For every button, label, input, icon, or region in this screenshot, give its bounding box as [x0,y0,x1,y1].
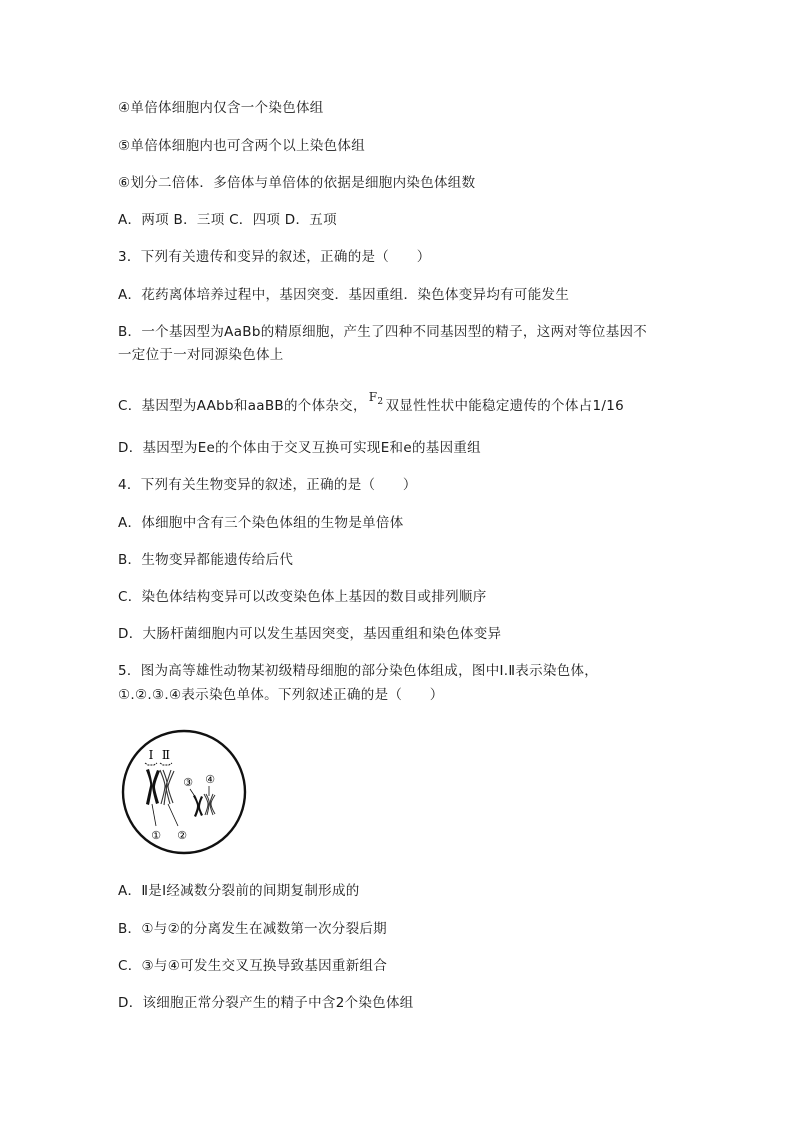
q2-options: A．两项 B．三项 C．四项 D．五项 [118,212,337,228]
q3-option-a: A．花药离体培养过程中，基因突变．基因重组．染色体变异均有可能发生 [118,287,570,303]
q3-option-c-pre: C．基因型为AAbb和aaBB的个体杂交， [118,398,367,414]
q4-option-a: A．体细胞中含有三个染色体组的生物是单倍体 [118,515,404,531]
label-chromatid-3: ③ [183,776,193,789]
label-chromosome-II: Ⅱ [161,748,171,762]
pointer-2 [168,804,178,826]
q4-option-b: B．生物变异都能遗传给后代 [118,552,294,568]
q3-option-c-post: 双显性性状中能稳定遗传的个体占1/16 [385,398,624,414]
q3-option-b-line1: B．一个基因型为AaBb的精原细胞，产生了四种不同基因型的精子，这两对等位基因不 [118,324,648,340]
pointer-3 [190,789,196,798]
chromosome-II [160,770,174,805]
q5-stem-line1: 5．图为高等雄性动物某初级精母细胞的部分染色体组成，图中Ⅰ.Ⅱ表示染色体， [118,663,599,679]
label-chromatid-2: ② [177,829,187,842]
q4-option-c: C．染色体结构变异可以改变染色体上基因的数目或排列顺序 [118,589,487,605]
line-statement-4: ④单倍体细胞内仅含一个染色体组 [118,100,324,116]
chromosome-figure [120,728,248,856]
brace-I [145,763,157,765]
q5-option-d: D．该细胞正常分裂产生的精子中含2个染色体组 [118,995,414,1011]
q4-option-d: D．大肠杆菌细胞内可以发生基因突变，基因重组和染色体变异 [118,626,502,642]
label-chromatid-4: ④ [205,773,215,786]
small-chromosome-light [204,794,215,815]
label-chromosome-I: Ⅰ [148,748,154,762]
chromosome-I [146,769,160,805]
q3-option-c [118,390,624,420]
q3-option-d: D．基因型为Ee的个体由于交叉互换可实现E和e的基因重组 [118,440,481,456]
line-statement-6: ⑥划分二倍体．多倍体与单倍体的依据是细胞内染色体组数 [118,175,476,191]
q5-option-a: A．Ⅱ是Ⅰ经减数分裂前的间期复制形成的 [118,883,360,899]
q3-stem: 3．下列有关遗传和变异的叙述，正确的是（ ） [118,249,431,265]
q5-option-b: B．①与②的分离发生在减数第一次分裂后期 [118,921,387,937]
small-chromosome-dark [193,795,203,817]
pointer-1 [152,804,156,826]
label-chromatid-1: ① [151,829,161,842]
q5-stem-line2: ①.②.③.④表示染色单体。下列叙述正确的是（ ） [118,687,444,703]
line-statement-5: ⑤单倍体细胞内也可含两个以上染色体组 [118,138,366,154]
brace-II [160,763,172,765]
q5-option-c: C．③与④可发生交叉互换导致基因重新组合 [118,958,388,974]
q3-option-b-line2: 一定位于一对同源染色体上 [118,347,284,363]
q4-stem: 4．下列有关生物变异的叙述，正确的是（ ） [118,477,417,493]
f2-symbol: $F_2$ [368,390,384,407]
